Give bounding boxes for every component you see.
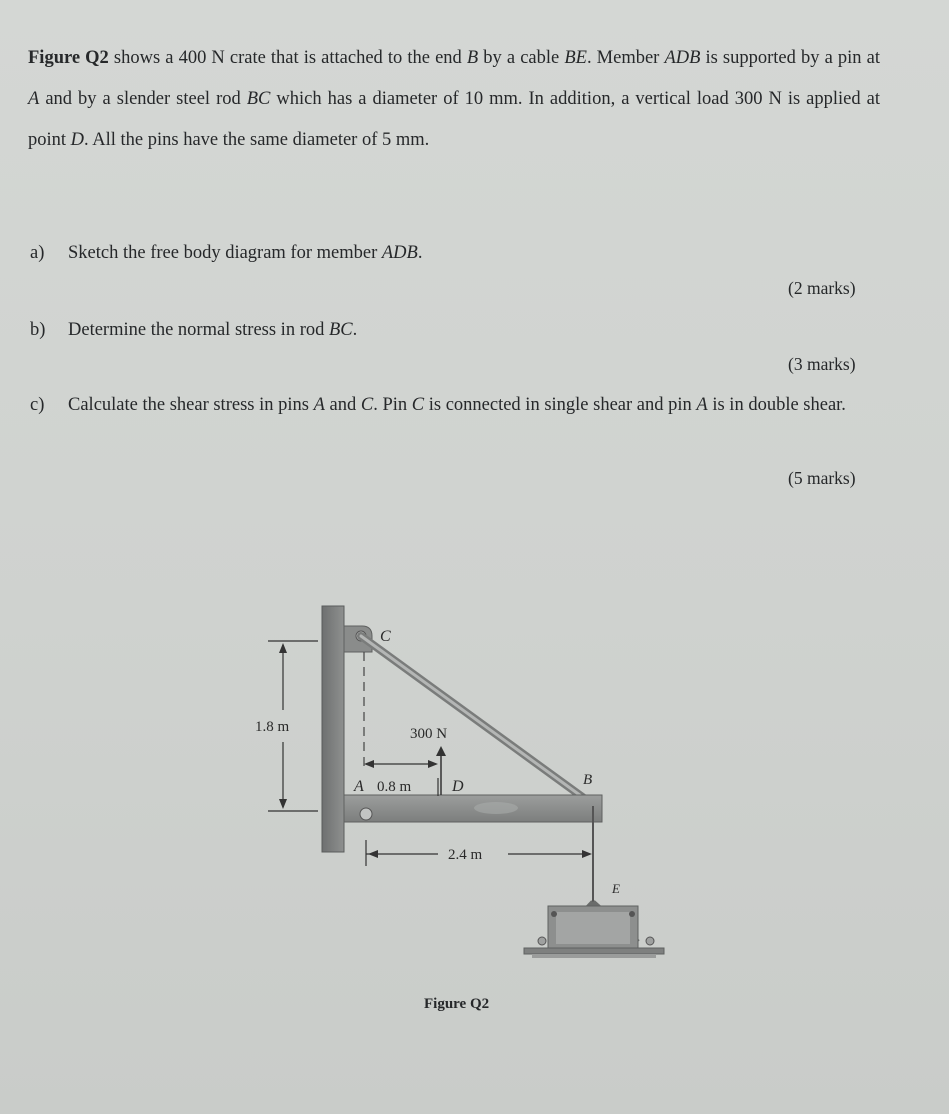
height-dimension-label: 1.8 m xyxy=(255,719,290,735)
marks-c: (5 marks) xyxy=(788,468,856,488)
ab-dimension-label: 2.4 m xyxy=(448,847,483,863)
beam-adb xyxy=(344,795,602,822)
label-a: A xyxy=(354,778,364,795)
marks-b: (3 marks) xyxy=(788,354,856,374)
part-c: c) Calculate the shear stress in pins A and C. Pin C is connected in single shear and pin A is in double shear. xyxy=(30,395,846,415)
label-b: B xyxy=(583,772,593,788)
ad-dimension-label: 0.8 m xyxy=(377,779,412,795)
label-e: E xyxy=(612,881,620,896)
label-c: C xyxy=(380,628,391,645)
figure-reference: Figure Q2 xyxy=(28,48,109,68)
crate xyxy=(524,906,664,958)
pin-a xyxy=(360,808,372,820)
load-label: 300 N xyxy=(410,726,448,742)
wall xyxy=(322,606,344,852)
question-intro: Figure Q2 shows a 400 N crate that is attached to the end B by a cable BE. Member ADB is supported by a pin at A and by a slender steel rod BC which has a diameter of 10 mm. In addition, a vertical load 300 N is applied at point D. All the pins have the same diameter of 5 mm. xyxy=(28,48,880,150)
marks-a: (2 marks) xyxy=(788,278,856,298)
label-d: D xyxy=(452,778,464,795)
part-a: a) Sketch the free body diagram for member ADB. xyxy=(30,243,423,263)
figure-caption: Figure Q2 xyxy=(424,996,490,1012)
part-b: b) Determine the normal stress in rod BC. xyxy=(30,320,358,340)
